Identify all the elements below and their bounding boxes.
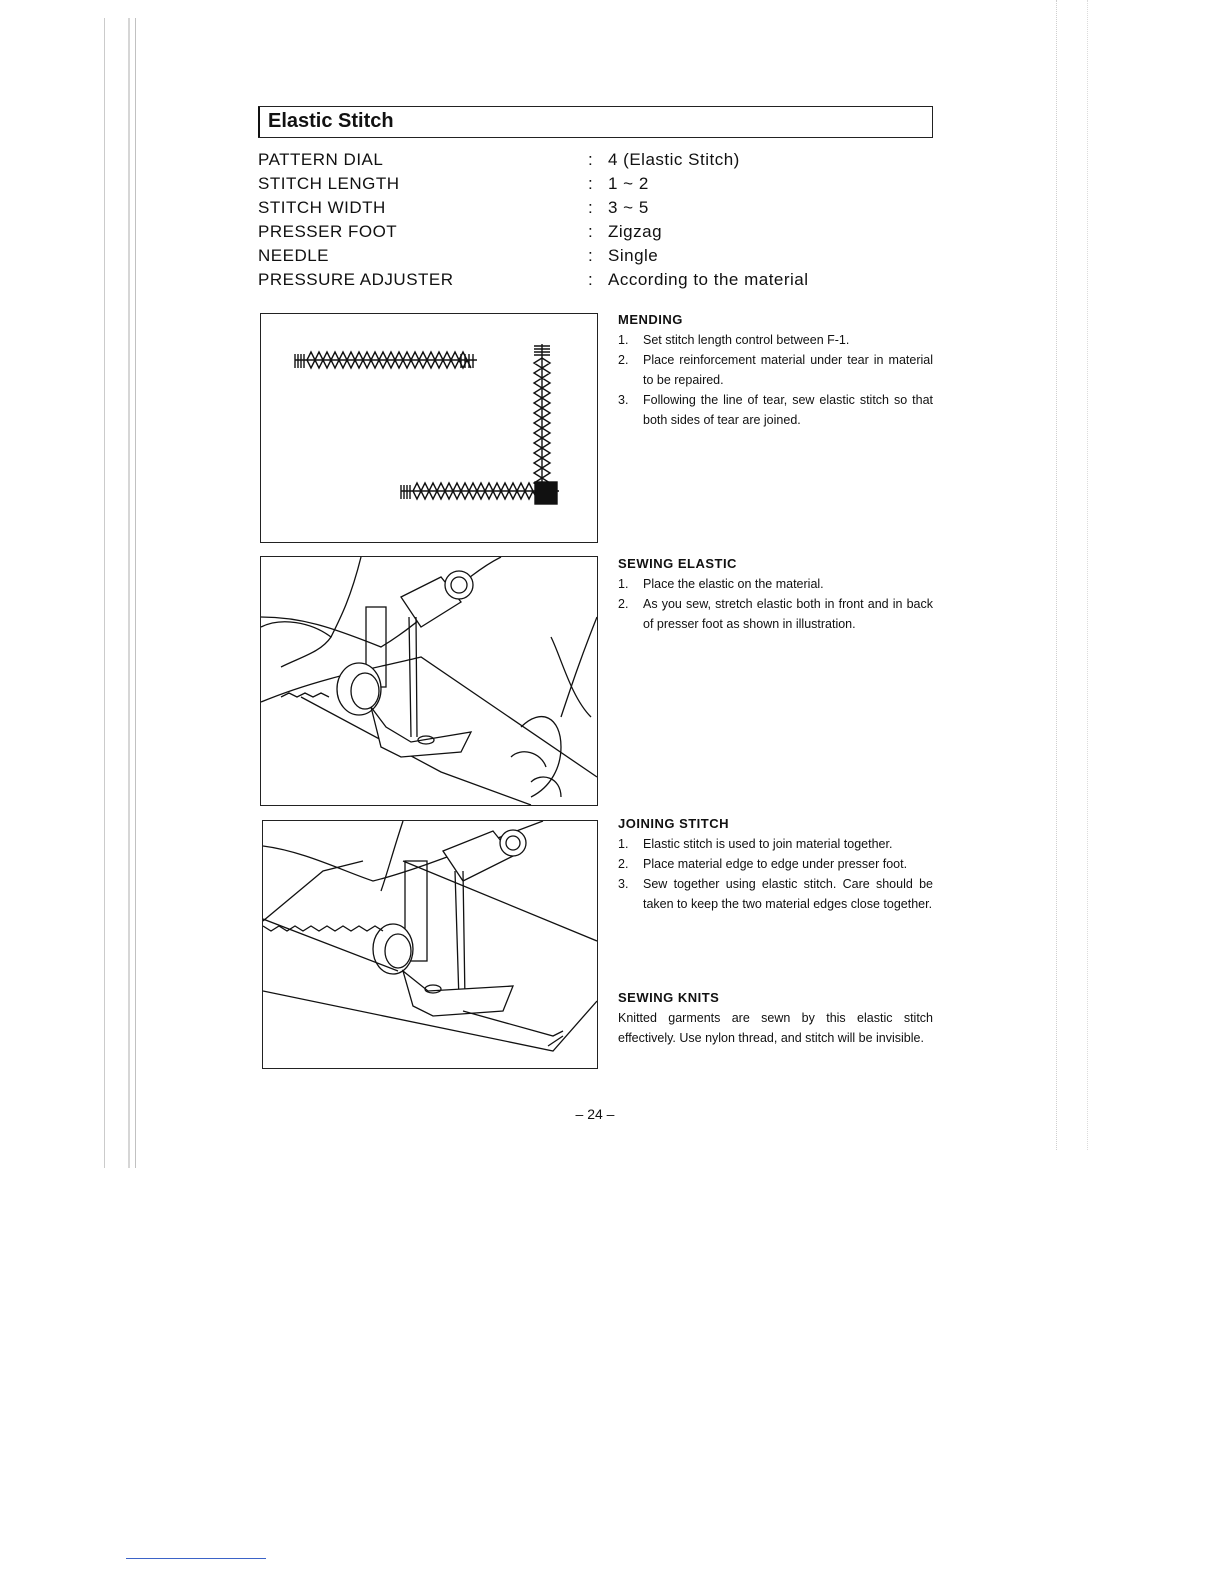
step-number: 1. — [618, 333, 629, 347]
scan-edge-left-line — [128, 18, 130, 1168]
joining-stitch-section — [618, 814, 933, 914]
title-bar — [258, 107, 260, 137]
spec-label: STITCH WIDTH — [258, 198, 386, 217]
spec-colon: : — [588, 246, 594, 265]
step-number: 3. — [618, 877, 629, 891]
spec-value: Single — [608, 246, 659, 265]
list-item — [618, 834, 933, 854]
list-item — [618, 594, 933, 634]
spec-colon: : — [588, 150, 594, 169]
spec-label: PRESSER FOOT — [258, 222, 398, 241]
spec-label: PATTERN DIAL — [258, 150, 384, 169]
sewing-knits-text: Knitted garments are sewn by this elastic stitch effectively. Use nylon thread, and stitch will be invisible. — [618, 1011, 933, 1045]
step-number: 2. — [618, 597, 629, 611]
step-text: Sew together using elastic stitch. Care should be taken to keep the two material edges close together. — [643, 877, 933, 911]
step-number: 1. — [618, 577, 629, 591]
sewing-elastic-section — [618, 554, 933, 634]
spec-value: Zigzag — [608, 222, 663, 241]
scan-edge-right — [1056, 0, 1088, 1150]
list-item — [618, 874, 933, 914]
step-text: Following the line of tear, sew elastic stitch so that both sides of tear are joined. — [643, 393, 933, 427]
list-item — [618, 350, 933, 390]
step-number: 2. — [618, 353, 629, 367]
mending-section — [618, 310, 933, 430]
list-item — [618, 390, 933, 430]
sewing-knits-section — [618, 988, 933, 1048]
step-text: Set stitch length control between F-1. — [643, 333, 850, 347]
sewing-elastic-steps — [618, 574, 933, 634]
scan-edge-left — [104, 18, 136, 1168]
spec-colon: : — [588, 222, 594, 241]
sewing-elastic-heading: SEWING ELASTIC — [618, 556, 737, 571]
joining-stitch-steps — [618, 834, 933, 914]
page-number: – 24 – — [575, 1106, 615, 1122]
footer-rule — [126, 1558, 266, 1559]
joining-stitch-illustration — [263, 821, 597, 1068]
spec-value: 1 ~ 2 — [608, 174, 649, 193]
step-text: Place material edge to edge under presser foot. — [643, 857, 908, 871]
joining-stitch-figure — [262, 820, 598, 1069]
stitch-pattern-figure — [260, 313, 598, 543]
step-text: As you sew, stretch elastic both in front and in back of presser foot as shown in illustration. — [643, 597, 933, 631]
step-number: 3. — [618, 393, 629, 407]
step-text: Elastic stitch is used to join material together. — [643, 837, 893, 851]
stitch-pattern-illustration — [261, 314, 597, 542]
sewing-elastic-figure — [260, 556, 598, 806]
spec-colon: : — [588, 174, 594, 193]
section-title-box — [258, 106, 933, 138]
spec-label: NEEDLE — [258, 246, 330, 265]
spec-value: 4 (Elastic Stitch) — [608, 150, 740, 169]
page-title: Elastic Stitch — [268, 110, 394, 132]
list-item — [618, 854, 933, 874]
joining-stitch-heading: JOINING STITCH — [618, 816, 730, 831]
mending-heading: MENDING — [618, 312, 683, 327]
spec-colon: : — [588, 198, 594, 217]
list-item — [618, 330, 933, 350]
step-text: Place reinforcement material under tear in material to be repaired. — [643, 353, 933, 387]
list-item — [618, 574, 933, 594]
step-text: Place the elastic on the material. — [643, 577, 824, 591]
step-number: 2. — [618, 857, 629, 871]
sewing-elastic-illustration — [261, 557, 597, 805]
step-number: 1. — [618, 837, 629, 851]
spec-value: 3 ~ 5 — [608, 198, 649, 217]
sewing-knits-heading: SEWING KNITS — [618, 990, 720, 1005]
mending-steps — [618, 330, 933, 430]
spec-colon: : — [588, 270, 594, 289]
spec-value: According to the material — [608, 270, 809, 289]
spec-label: PRESSURE ADJUSTER — [258, 270, 454, 289]
spec-label: STITCH LENGTH — [258, 174, 400, 193]
